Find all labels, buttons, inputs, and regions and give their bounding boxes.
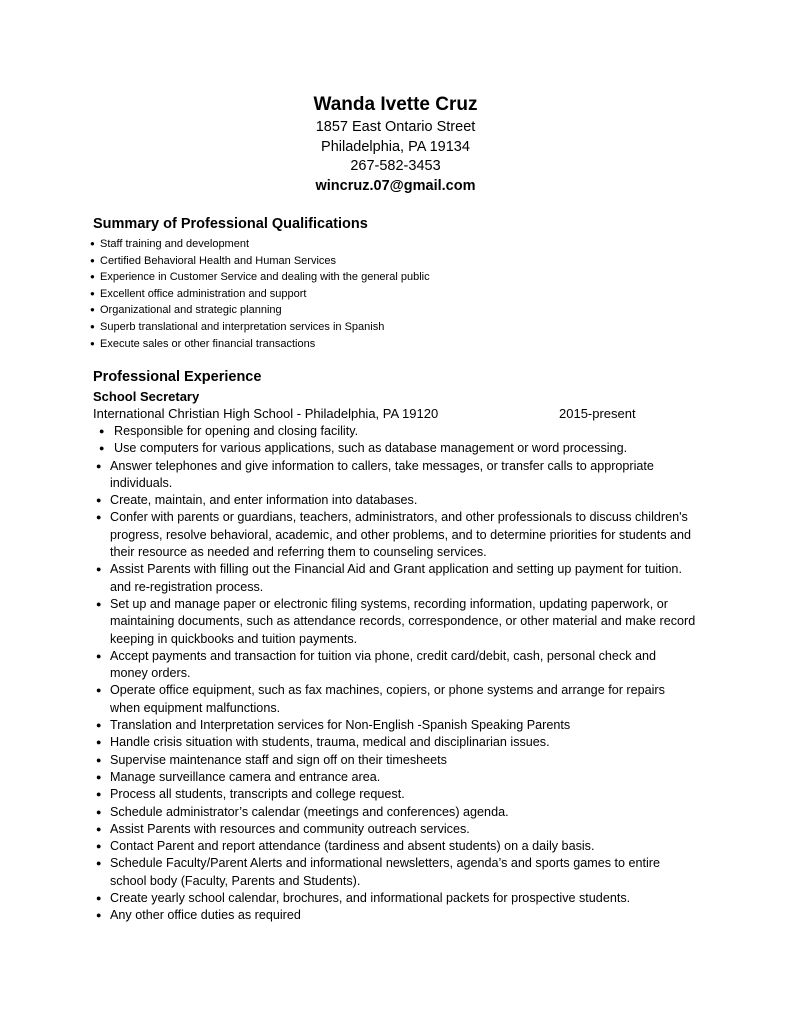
duty-item: ● Schedule administrator’s calendar (meetings and conferences) agenda. <box>96 804 696 821</box>
phone-number: 267-582-3453 <box>350 158 441 174</box>
qualification-item: ● Experience in Customer Service and dealing with the general public <box>90 269 430 286</box>
duty-item: ● Operate office equipment, such as fax machines, copiers, or phone systems and arrange for repairs when equipment malfunctions. <box>96 682 696 717</box>
duty-item: ● Use computers for various applications, such as database management or word processing. <box>96 440 696 457</box>
duty-item: ● Manage surveillance camera and entrance area. <box>96 769 696 786</box>
duty-item: ● Handle crisis situation with students, trauma, medical and disciplinarian issues. <box>96 734 696 751</box>
summary-section-title: Summary of Professional Qualifications <box>93 216 368 232</box>
qualification-item: ● Staff training and development <box>90 236 430 253</box>
duty-item: ● Process all students, transcripts and college request. <box>96 786 696 803</box>
employment-dates: 2015-present <box>559 406 636 421</box>
qualification-item: ● Excellent office administration and support <box>90 286 430 303</box>
qualification-item: ● Organizational and strategic planning <box>90 302 430 319</box>
duties-list <box>96 423 696 925</box>
experience-section-title: Professional Experience <box>93 369 262 385</box>
duty-item: ● Contact Parent and report attendance (tardiness and absent students) on a daily basis. <box>96 838 696 855</box>
duty-item: ● Assist Parents with filling out the Financial Aid and Grant application and setting up payment for tuition. and re-registration process. <box>96 561 696 596</box>
job-title: School Secretary <box>93 389 200 404</box>
qualification-item: ● Certified Behavioral Health and Human Services <box>90 253 430 270</box>
duty-item: ● Supervise maintenance staff and sign off on their timesheets <box>96 752 696 769</box>
employer-name: International Christian High School - Philadelphia, PA 19120 <box>93 406 439 421</box>
duty-item: ● Any other office duties as required <box>96 907 696 924</box>
duty-item: ● Confer with parents or guardians, teachers, administrators, and other professionals to discuss children's progress, resolve behavioral, academic, and other problems, and to determine priorities for students and their resource as needed and referring them to counseling services. <box>96 509 696 561</box>
qualification-item: ● Superb translational and interpretation services in Spanish <box>90 319 430 336</box>
candidate-name: Wanda Ivette Cruz <box>313 94 478 115</box>
duty-item: ● Schedule Faculty/Parent Alerts and informational newsletters, agenda’s and sports games to entire school body (Faculty, Parents and Students). <box>96 855 696 890</box>
city-state-zip: Philadelphia, PA 19134 <box>321 138 470 155</box>
duty-item: ● Create yearly school calendar, brochures, and informational packets for prospective students. <box>96 890 696 907</box>
duty-item: ● Create, maintain, and enter information into databases. <box>96 492 696 509</box>
duty-item: ● Responsible for opening and closing facility. <box>96 423 696 440</box>
duty-item: ● Set up and manage paper or electronic filing systems, recording information, updating paperwork, or maintaining documents, such as attendance records, correspondence, or other material and make record keeping in quickbooks and tuition payments. <box>96 596 696 648</box>
qualifications-list <box>90 236 430 352</box>
duty-item: ● Accept payments and transaction for tuition via phone, credit card/debit, cash, personal check and money orders. <box>96 648 696 683</box>
email-address: wincruz.07@gmail.com <box>315 177 476 194</box>
employer-line <box>93 405 653 422</box>
resume-header <box>0 92 791 196</box>
duty-item: ● Answer telephones and give information to callers, take messages, or transfer calls to appropriate individuals. <box>96 458 696 493</box>
duty-item: ● Translation and Interpretation services for Non-English -Spanish Speaking Parents <box>96 717 696 734</box>
qualification-item: ● Execute sales or other financial transactions <box>90 336 430 353</box>
street-address: 1857 East Ontario Street <box>315 119 476 135</box>
duty-item: ● Assist Parents with resources and community outreach services. <box>96 821 696 838</box>
